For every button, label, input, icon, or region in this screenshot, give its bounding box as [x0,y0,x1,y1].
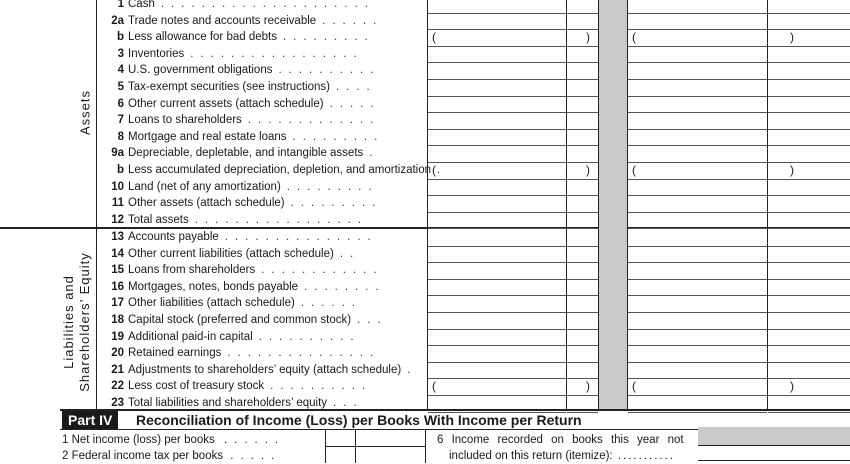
assets-section-label: Assets [77,90,93,136]
paren-open: ( [432,379,436,394]
liability-col-d-cell[interactable] [768,378,850,395]
liability-col-c-cell[interactable] [628,378,767,395]
recon-line-2-amount[interactable] [325,447,426,463]
liability-col-d-cell[interactable] [768,329,850,346]
liability-row-number: 14 [111,247,124,260]
asset-col-a-cell[interactable] [428,129,566,146]
liability-row: 16 Mortgages, notes, bonds payable ........ [96,279,386,296]
asset-col-d-cell[interactable] [768,13,850,30]
asset-col-c-cell[interactable] [628,195,767,212]
paren-close: ) [790,379,794,394]
liability-col-c-cell[interactable] [628,362,767,379]
paren-close: ) [790,163,794,177]
liability-row-label: Adjustments to shareholders’ equity (attach schedule) [128,363,402,376]
asset-col-c-cell[interactable] [628,13,767,30]
liability-row: 19 Additional paid-in capital .......... [96,329,361,346]
liability-row-label: Capital stock (preferred and common stock) [128,314,352,326]
liability-col-b-cell[interactable] [567,312,598,329]
paren-close: ) [790,30,794,45]
liability-col-c-cell[interactable] [628,329,767,346]
asset-col-c-cell[interactable] [628,29,767,46]
asset-row-label: Trade notes and accounts receivable [128,14,317,27]
asset-col-b-cell[interactable] [567,13,598,30]
asset-row-number: 1 [117,0,124,10]
asset-col-b-cell[interactable] [567,179,598,196]
liability-row-number: 21 [111,363,124,376]
asset-col-d-cell[interactable] [768,46,850,63]
asset-col-d-cell[interactable] [768,162,850,179]
liability-col-c-cell[interactable] [628,345,767,362]
recon-line-1: 1 Net income (loss) per books ...... [62,434,286,446]
liability-col-a-cell[interactable] [428,246,566,263]
asset-row-label: Land (net of any amortization) [128,180,281,193]
liability-col-b-cell[interactable] [567,362,598,379]
asset-col-d-cell[interactable] [768,0,850,13]
liability-row-label: Accounts payable [128,231,219,243]
asset-row: 3 Inventories ................. [96,46,364,63]
asset-row-label: Less accumulated depreciation, depletion, and amortization [128,164,432,176]
liability-row-label: Retained earnings [128,347,222,360]
asset-col-b-cell[interactable] [567,162,598,179]
liability-row: 20 Retained earnings ............... [96,345,380,362]
asset-col-d-cell[interactable] [768,195,850,212]
liability-col-d-cell[interactable] [768,246,850,263]
liabilities-section-label [61,222,95,422]
paren-open: ( [632,30,636,45]
asset-row: b Less accumulated depreciation, depletion, and amortization . [96,162,447,179]
liability-row-label: Additional paid-in capital [128,330,253,343]
asset-row-number: 10 [111,180,124,193]
paren-close: ) [586,379,590,394]
paren-open: ( [432,163,436,177]
asset-col-d-cell[interactable] [768,79,850,96]
shaded-column [599,0,627,410]
asset-col-c-cell[interactable] [628,212,767,229]
asset-col-c-cell[interactable] [628,79,767,96]
asset-col-b-cell[interactable] [567,145,598,162]
asset-col-b-cell[interactable] [567,62,598,79]
liability-col-c-cell[interactable] [628,312,767,329]
recon-line-6b: included on this return (itemize): ........... [449,450,675,462]
liability-row-label: Mortgages, notes, bonds payable [128,280,299,293]
liability-row: 23 Total liabilities and shareholders’ equity ... [96,395,364,412]
liability-col-b-cell[interactable] [567,329,598,346]
asset-row-number: 4 [117,64,124,77]
paren-close: ) [586,163,590,177]
asset-row-label: Loans to shareholders [128,114,242,127]
liability-row-number: 20 [111,347,124,360]
asset-row-label: Mortgage and real estate loans [128,130,287,143]
liability-col-a-cell[interactable] [428,329,566,346]
recon-line-2-label: 2 Federal income tax per books [62,450,224,462]
liability-row-number: 23 [111,397,124,409]
asset-col-a-cell[interactable] [428,96,566,113]
asset-row-number: 8 [117,130,124,143]
asset-row: 5 Tax-exempt securities (see instructions) .... [96,79,377,96]
liability-row: 22 Less cost of treasury stock .......... [96,378,372,395]
liability-col-b-cell[interactable] [567,279,598,296]
asset-row: b Less allowance for bad debts ......... [96,29,375,46]
asset-row: 1 Cash ..................... [96,0,375,13]
liabilities-label-line2: Shareholders’ Equity [77,252,92,392]
asset-row-number: b [116,164,124,176]
asset-col-c-cell[interactable] [628,162,767,179]
paren-open: ( [632,163,636,177]
liability-col-a-cell[interactable] [428,262,566,279]
liability-col-c-cell[interactable] [628,229,767,246]
liability-col-a-cell[interactable] [428,229,566,246]
asset-col-c-cell[interactable] [628,62,767,79]
asset-col-b-cell[interactable] [567,212,598,229]
asset-row: 4 U.S. government obligations .......... [96,62,380,79]
liability-row-number: 18 [111,314,124,326]
asset-col-b-cell[interactable] [567,129,598,146]
liability-col-c-cell[interactable] [628,295,767,312]
asset-col-d-cell[interactable] [768,96,850,113]
asset-row-number: b [116,31,124,44]
asset-row: 9a Depreciable, depletable, and intangible assets . [96,145,379,162]
asset-col-d-cell[interactable] [768,29,850,46]
asset-col-d-cell[interactable] [768,212,850,229]
liability-col-b-cell[interactable] [567,345,598,362]
asset-row: 7 Loans to shareholders ............. [96,112,380,129]
recon-line-6a: 6 Income recorded on books this year not [437,434,684,446]
recon-line-1-label: 1 Net income (loss) per books [62,434,215,446]
asset-col-b-cell[interactable] [567,79,598,96]
asset-col-d-cell[interactable] [768,145,850,162]
asset-col-a-cell[interactable] [428,162,566,179]
asset-col-a-cell[interactable] [428,62,566,79]
asset-col-d-cell[interactable] [768,62,850,79]
asset-col-a-cell[interactable] [428,13,566,30]
asset-row-label: Cash [128,0,155,10]
liability-col-a-cell[interactable] [428,312,566,329]
liability-col-c-cell[interactable] [628,246,767,263]
liability-col-b-cell[interactable] [567,246,598,263]
liability-col-b-cell[interactable] [567,229,598,246]
asset-row: 10 Land (net of any amortization) ......... [96,179,379,196]
liability-row-label: Loans from shareholders [128,264,256,277]
liability-col-a-cell[interactable] [428,362,566,379]
asset-row-number: 6 [117,97,124,110]
asset-row-number: 3 [117,47,124,60]
liability-col-b-cell[interactable] [567,262,598,279]
liability-row-number: 17 [111,297,124,310]
liability-row: 17 Other liabilities (attach schedule) ...... [96,295,362,312]
asset-row-number: 11 [111,197,124,210]
liability-row-label: Other current liabilities (attach schedule) [128,247,334,260]
liability-col-d-cell[interactable] [768,262,850,279]
liabilities-label-line1: Liabilities and [61,275,76,369]
asset-col-a-cell[interactable] [428,145,566,162]
asset-col-a-cell[interactable] [428,0,566,13]
asset-row-number: 9a [111,147,124,160]
paren-open: ( [432,30,436,45]
liability-col-d-cell[interactable] [768,362,850,379]
asset-col-c-cell[interactable] [628,0,767,13]
asset-row-label: Inventories [128,47,185,60]
paren-open: ( [632,379,636,394]
asset-col-a-cell[interactable] [428,179,566,196]
asset-col-c-cell[interactable] [628,145,767,162]
liability-col-b-cell[interactable] [567,295,598,312]
part-iv-title: Reconciliation of Income (Loss) per Books With Income per Return [136,412,582,428]
paren-close: ) [586,30,590,45]
liability-row-label: Total liabilities and shareholders’ equity [128,397,328,409]
asset-col-c-cell[interactable] [628,46,767,63]
liability-col-d-cell[interactable] [768,345,850,362]
liability-col-d-cell[interactable] [768,312,850,329]
asset-col-b-cell[interactable] [567,112,598,129]
asset-col-d-cell[interactable] [768,112,850,129]
asset-col-c-cell[interactable] [628,179,767,196]
asset-col-d-cell[interactable] [768,129,850,146]
asset-row-number: 5 [117,81,124,93]
liability-row-number: 19 [111,330,124,343]
liability-col-a-cell[interactable] [428,295,566,312]
asset-row-label: U.S. government obligations [128,64,273,77]
asset-col-b-cell[interactable] [567,29,598,46]
asset-col-b-cell[interactable] [567,195,598,212]
liability-row: 13 Accounts payable ............... [96,229,378,246]
asset-row: 6 Other current assets (attach schedule) ..... [96,96,381,113]
liability-col-a-cell[interactable] [428,279,566,296]
liability-col-a-cell[interactable] [428,378,566,395]
asset-row-label: Less allowance for bad debts [128,31,277,44]
recon-line-1-amount[interactable] [325,430,426,447]
asset-col-b-cell[interactable] [567,0,598,13]
recon-line-2: 2 Federal income tax per books ..... [62,450,282,462]
liability-row: 18 Capital stock (preferred and common stock) ... [96,312,388,329]
liability-col-c-cell[interactable] [628,262,767,279]
asset-row-number: 2a [111,14,124,27]
asset-row: 2a Trade notes and accounts receivable ...... [96,13,383,30]
asset-row: 12 Total assets ................. [96,212,368,229]
liability-col-a-cell[interactable] [428,345,566,362]
asset-col-b-cell[interactable] [567,96,598,113]
liability-row-number: 15 [111,264,124,277]
asset-row-number: 12 [111,213,124,226]
liability-row: 14 Other current liabilities (attach schedule) .. [96,246,360,263]
liability-row-number: 13 [111,231,124,243]
liability-row-number: 22 [111,380,124,393]
asset-row-label: Total assets [128,213,189,226]
asset-col-a-cell[interactable] [428,112,566,129]
liability-row-number: 16 [111,280,124,293]
liability-row: 21 Adjustments to shareholders’ equity (attach schedule) . [96,362,417,379]
asset-row-label: Other current assets (attach schedule) [128,97,324,110]
asset-row-number: 7 [117,114,124,127]
liability-row: 15 Loans from shareholders ............ [96,262,384,279]
asset-col-a-cell[interactable] [428,79,566,96]
part-iv-tag: Part IV [62,411,118,429]
asset-col-a-cell[interactable] [428,195,566,212]
asset-col-c-cell[interactable] [628,112,767,129]
liability-col-d-cell[interactable] [768,295,850,312]
liability-col-c-cell[interactable] [628,279,767,296]
asset-col-d-cell[interactable] [768,179,850,196]
asset-col-c-cell[interactable] [628,129,767,146]
recon-shaded-area [698,427,850,445]
asset-row: 11 Other assets (attach schedule) ......... [96,195,382,212]
asset-col-a-cell[interactable] [428,46,566,63]
asset-row: 8 Mortgage and real estate loans ......... [96,129,384,146]
liability-col-b-cell[interactable] [567,378,598,395]
asset-row-label: Depreciable, depletable, and intangible assets [128,147,364,160]
liability-row-label: Less cost of treasury stock [128,380,265,393]
liability-row-label: Other liabilities (attach schedule) [128,297,295,310]
liability-col-d-cell[interactable] [768,279,850,296]
asset-col-b-cell[interactable] [567,46,598,63]
asset-col-c-cell[interactable] [628,96,767,113]
asset-row-label: Other assets (attach schedule) [128,197,285,210]
asset-col-a-cell[interactable] [428,29,566,46]
asset-col-a-cell[interactable] [428,212,566,229]
asset-row-label: Tax-exempt securities (see instructions) [128,81,330,93]
liability-col-d-cell[interactable] [768,229,850,246]
